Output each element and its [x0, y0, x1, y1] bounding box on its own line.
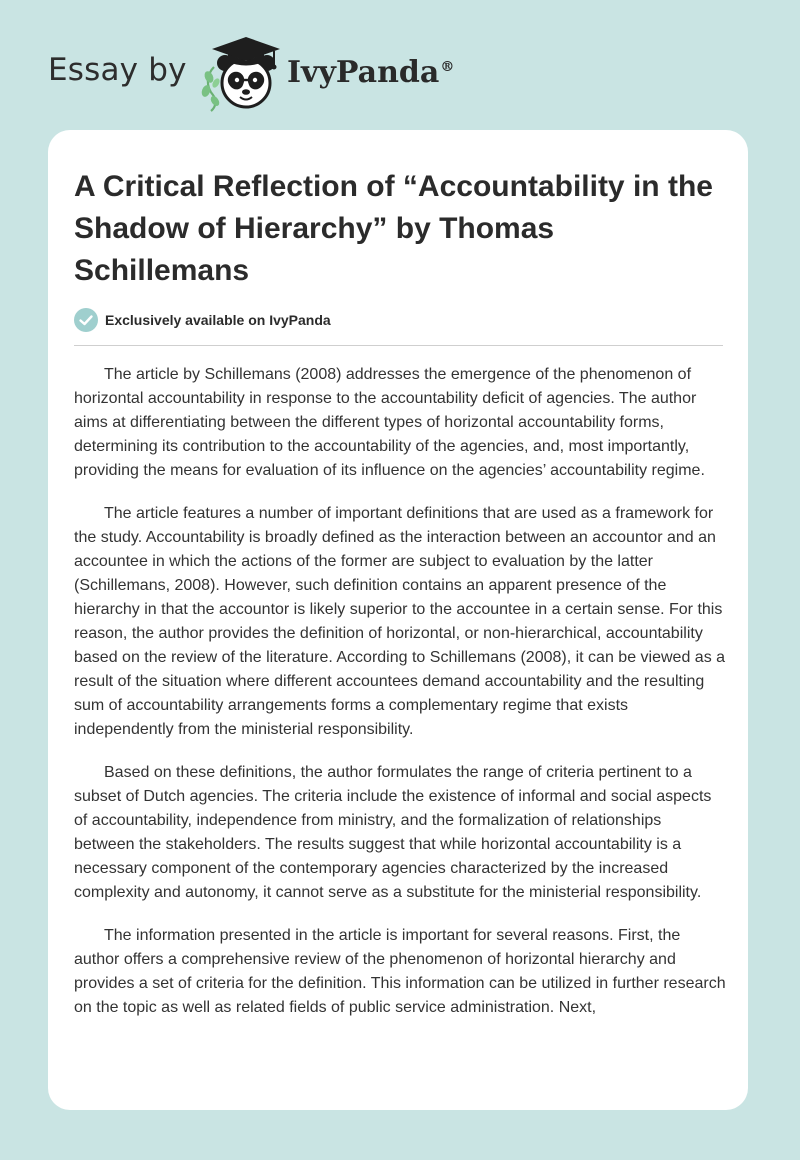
essay-paragraph-3: Based on these definitions, the author formulates the range of criteria pertinent to a subset of Dutch agencies. The criteria include the existence of informal and social aspects of accountability, independence from ministry, and the formalization of relationships between the stakeholders. The results suggest that while horizontal accountability is a necessary component of the contemporary agencies characterized by the increased complexity and autonomy, it cannot serve as a substitute for the ministerial responsibility. — [74, 764, 712, 901]
ivypanda-wordmark[interactable] — [287, 53, 454, 93]
exclusive-badge — [74, 308, 331, 332]
essay-body — [74, 363, 726, 1039]
essay-card — [48, 130, 748, 1110]
essay-paragraph-1: The article by Schillemans (2008) addresses the emergence of the phenomenon of horizontal accountability in response to the accountability deficit of agencies. The author aims at differentiating between the different types of horizontal accountability forms, determining its contribution to the accountability of the agencies, and, most importantly, providing the means for evaluation of its influence on the agencies’ accountability regime. — [74, 366, 705, 479]
panda-logo-icon[interactable] — [200, 33, 284, 113]
check-circle-icon — [74, 308, 98, 332]
exclusive-badge-text: Exclusively available on IvyPanda — [105, 312, 331, 328]
essay-paragraph-4: The information presented in the article is important for several reasons. First, the author offers a comprehensive review of the phenomenon of horizontal hierarchy and provides a set of criteria for the definition. This information can be utilized in further research on the topic as well as related fields of public service administration. Next, — [74, 927, 726, 1016]
brand-name-text: IvyPanda — [287, 55, 440, 90]
title-divider — [74, 345, 723, 346]
registered-mark: ® — [440, 59, 455, 75]
site-header — [0, 0, 800, 130]
essay-by-label: Essay by — [48, 52, 187, 88]
essay-paragraph-2: The article features a number of important definitions that are used as a framework for the study. Accountability is broadly defined as the interaction between an accountor and an accountee in which the actions of the former are subject to evaluation by the latter (Schillemans, 2008). However, such definition contains an apparent presence of the hierarchy in that the accountor is likely superior to the accountee in a certain sense. For this reason, the author provides the definition of horizontal, or non-hierarchical, accountability based on the review of the literature. According to Schillemans (2008), it can be viewed as a result of the situation where different accountees demand accountability and the resulting sum of accountability arrangements forms a complementary regime that exists independently from the ministerial responsibility. — [74, 505, 726, 738]
essay-title: A Critical Reflection of “Accountability in the Shadow of Hierarchy” by Thomas Schillemans — [74, 170, 713, 287]
